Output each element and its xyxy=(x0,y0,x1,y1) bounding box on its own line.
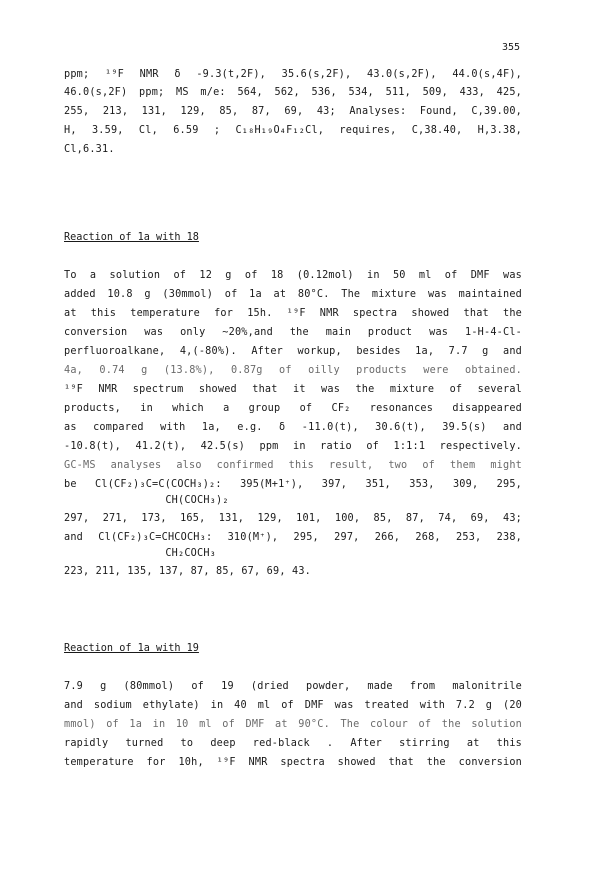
text-line: -10.8(t), 41.2(t), 42.5(s) ppm in ratio of 1:1:1 respectively. xyxy=(64,441,522,452)
text-line: GC-MS analyses also confirmed this result, two of them might xyxy=(64,460,522,471)
formula-substituent: CH(COCH₃)₂ xyxy=(64,495,229,506)
text-line: and Cl(CF₂)₃C=CHCOCH₃: 310(M⁺), 295, 297, 266, 268, 253, 238, xyxy=(64,532,522,543)
formula-substituent: CH₂COCH₃ xyxy=(64,548,217,559)
text-line: rapidly turned to deep red-black . After stirring at this xyxy=(64,738,522,749)
text-line: at this temperature for 15h. ¹⁹F NMR spectra showed that the xyxy=(64,308,522,319)
text-line: 7.9 g (80mmol) of 19 (dried powder, made from malonitrile xyxy=(64,681,522,692)
section-heading: Reaction of 1a with 18 xyxy=(64,232,199,243)
text-line: be Cl(CF₂)₃C=C(COCH₃)₂: 395(M+1⁺), 397, 351, 353, 309, 295, xyxy=(64,479,522,490)
text-line: H, 3.59, Cl, 6.59 ; C₁₈H₁₉O₄F₁₂Cl, requires, C,38.40, H,3.38, xyxy=(64,125,522,136)
text-line: ¹⁹F NMR spectrum showed that it was the mixture of several xyxy=(64,384,522,395)
text-line: 4a, 0.74 g (13.8%), 0.87g of oilly products were obtained. xyxy=(64,365,522,376)
text-line: conversion was only ~20%,and the main product was 1-H-4-Cl- xyxy=(64,327,522,338)
text-line: To a solution of 12 g of 18 (0.12mol) in 50 ml of DMF was xyxy=(64,270,522,281)
text-line: 223, 211, 135, 137, 87, 85, 67, 69, 43. xyxy=(64,566,312,577)
text-line: mmol) of 1a in 10 ml of DMF at 90°C. The colour of the solution xyxy=(64,719,522,730)
text-line: perfluoroalkane, 4,(-80%). After workup, besides 1a, 7.7 g and xyxy=(64,346,522,357)
page-number: 355 xyxy=(502,42,521,53)
text-line: as compared with 1a, e.g. δ -11.0(t), 30.6(t), 39.5(s) and xyxy=(64,422,522,433)
text-line: 297, 271, 173, 165, 131, 129, 101, 100, 85, 87, 74, 69, 43; xyxy=(64,513,522,524)
text-line: products, in which a group of CF₂ resonances disappeared xyxy=(64,403,522,414)
text-line: ppm; ¹⁹F NMR δ -9.3(t,2F), 35.6(s,2F), 43.0(s,2F), 44.0(s,4F), xyxy=(64,69,522,80)
text-line: Cl,6.31. xyxy=(64,144,115,155)
section-heading: Reaction of 1a with 19 xyxy=(64,643,199,654)
text-line: added 10.8 g (30mmol) of 1a at 80°C. The mixture was maintained xyxy=(64,289,522,300)
text-line: 46.0(s,2F) ppm; MS m/e: 564, 562, 536, 534, 511, 509, 433, 425, xyxy=(64,87,522,98)
text-line: and sodium ethylate) in 40 ml of DMF was treated with 7.2 g (20 xyxy=(64,700,522,711)
text-line: 255, 213, 131, 129, 85, 87, 69, 43; Analyses: Found, C,39.00, xyxy=(64,106,522,117)
text-line: temperature for 10h, ¹⁹F NMR spectra showed that the conversion xyxy=(64,757,522,768)
